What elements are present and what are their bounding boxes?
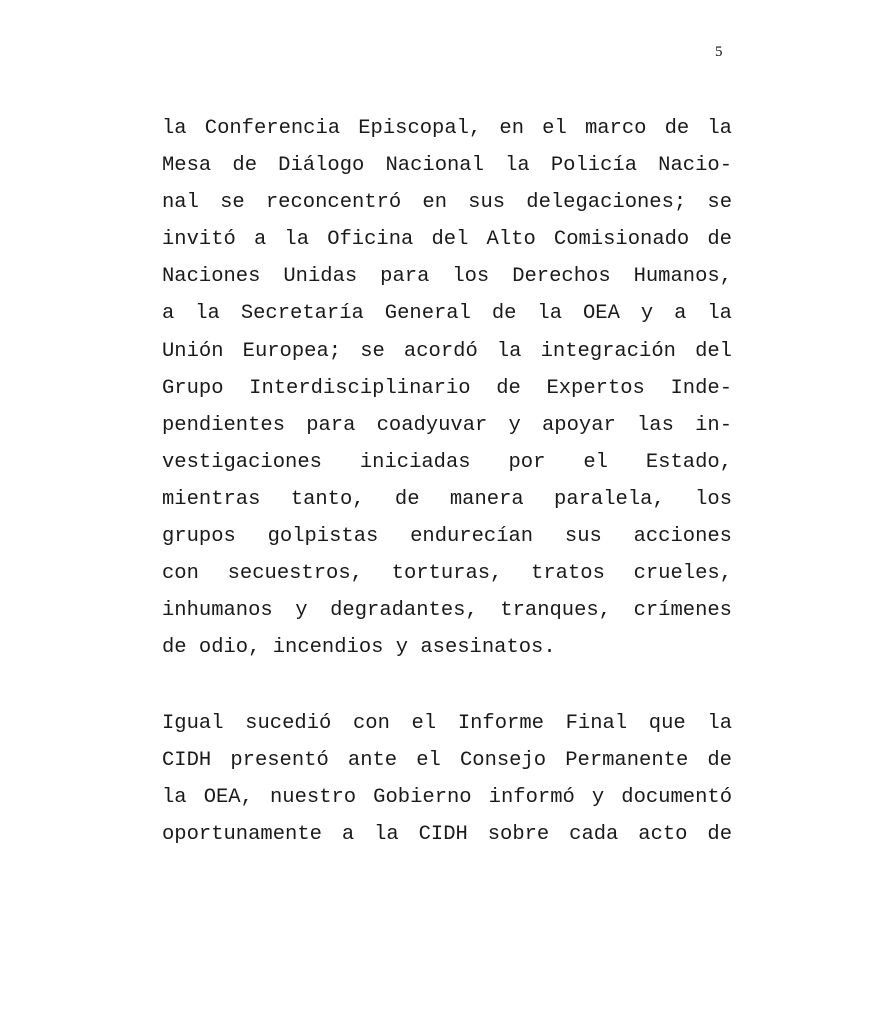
text-line: Igual sucedió con el Informe Final que la — [162, 712, 732, 735]
text-line: inhumanos y degradantes, tranques, crímenes — [162, 599, 732, 623]
text-line: Grupo Interdisciplinario de Expertos Inde- — [162, 376, 732, 400]
text-line: Mesa de Diálogo Nacional la Policía Nacio- — [162, 154, 732, 178]
text-line: la OEA, nuestro Gobierno informó y documentó — [162, 786, 732, 810]
text-line: Unión Europea; se acordó la integración del — [162, 339, 732, 363]
text-line: invitó a la Oficina del Alto Comisionado de — [162, 228, 732, 252]
text-line: oportunamente a la CIDH sobre cada acto de — [162, 823, 732, 847]
text-line: la Conferencia Episcopal, en el marco de la — [162, 117, 732, 140]
text-line: pendientes para coadyuvar y apoyar las in- — [162, 413, 732, 437]
page-number: 5 — [715, 44, 723, 60]
text-line: a la Secretaría General de la OEA y a la — [162, 302, 732, 326]
text-line: Naciones Unidas para los Derechos Humanos, — [162, 265, 732, 289]
text-line: vestigaciones iniciadas por el Estado, — [162, 450, 732, 474]
text-line: grupos golpistas endurecían sus acciones — [162, 525, 732, 549]
text-line: CIDH presentó ante el Consejo Permanente de — [162, 749, 732, 773]
text-line: nal se reconcentró en sus delegaciones; se — [162, 191, 732, 215]
paragraph — [162, 110, 732, 666]
text-line: de odio, incendios y asesinatos. — [162, 636, 556, 660]
text-line: mientras tanto, de manera paralela, los — [162, 487, 732, 511]
paragraph — [162, 705, 732, 853]
text-line: con secuestros, torturas, tratos crueles, — [162, 562, 732, 586]
